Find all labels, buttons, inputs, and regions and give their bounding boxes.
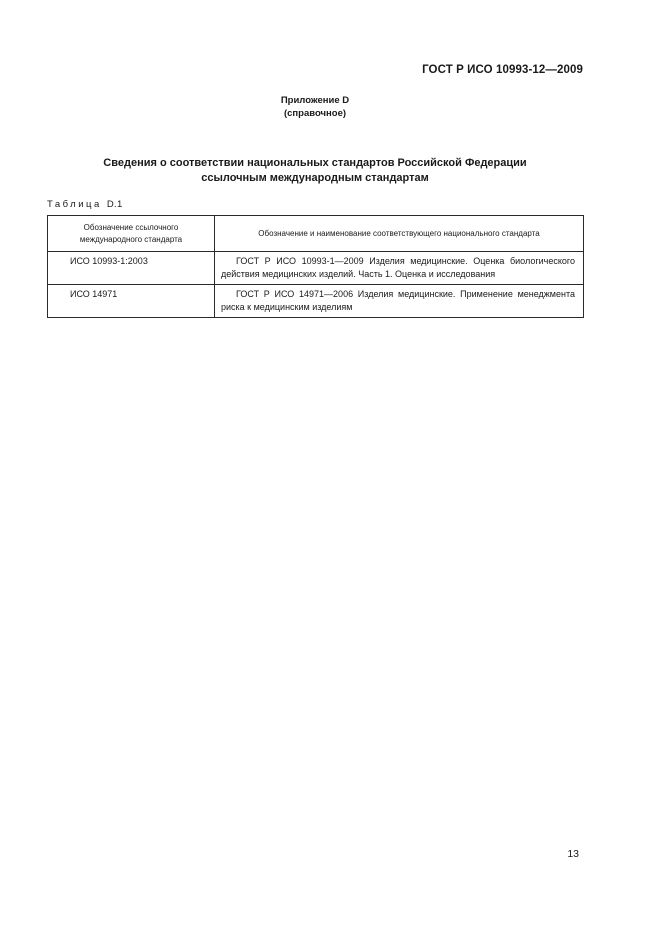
intl-standard-cell: ИСО 10993-1:2003 xyxy=(48,252,215,285)
column-header-international xyxy=(48,216,215,252)
annex-title: Приложение D xyxy=(280,95,350,106)
table-label-word: Таблица xyxy=(47,199,102,210)
table-header-row xyxy=(48,216,584,252)
column-header-international-line-1: Обозначение ссылочного xyxy=(83,222,179,232)
table-row xyxy=(48,285,584,318)
column-header-international-line-2: международного стандарта xyxy=(79,234,183,244)
document-standard-code: ГОСТ Р ИСО 10993-12—2009 xyxy=(422,64,583,76)
table-label-number: D.1 xyxy=(106,199,123,210)
intl-standard-cell: ИСО 14971 xyxy=(48,285,215,318)
section-title-line-1: Сведения о соответствии национальных стандартов Российской Федерации xyxy=(103,157,527,169)
annex-status: (справочное) xyxy=(283,108,347,119)
column-header-national: Обозначение и наименование соответствующего национального стандарта xyxy=(215,216,584,252)
page-number: 13 xyxy=(567,848,579,860)
national-standard-cell: ГОСТ Р ИСО 10993-1—2009 Изделия медицинские. Оценка биологического действия медицинских изделий. Часть 1. Оценка и исследования xyxy=(215,252,584,285)
correspondence-table xyxy=(47,215,584,318)
section-title-line-2: ссылочным международным стандартам xyxy=(201,172,429,184)
national-standard-cell: ГОСТ Р ИСО 14971—2006 Изделия медицинские. Применение менеджмента риска к медицинским изделиям xyxy=(215,285,584,318)
table-row xyxy=(48,252,584,285)
table-label xyxy=(47,199,123,210)
annex-heading xyxy=(0,94,630,120)
section-title xyxy=(0,156,630,186)
